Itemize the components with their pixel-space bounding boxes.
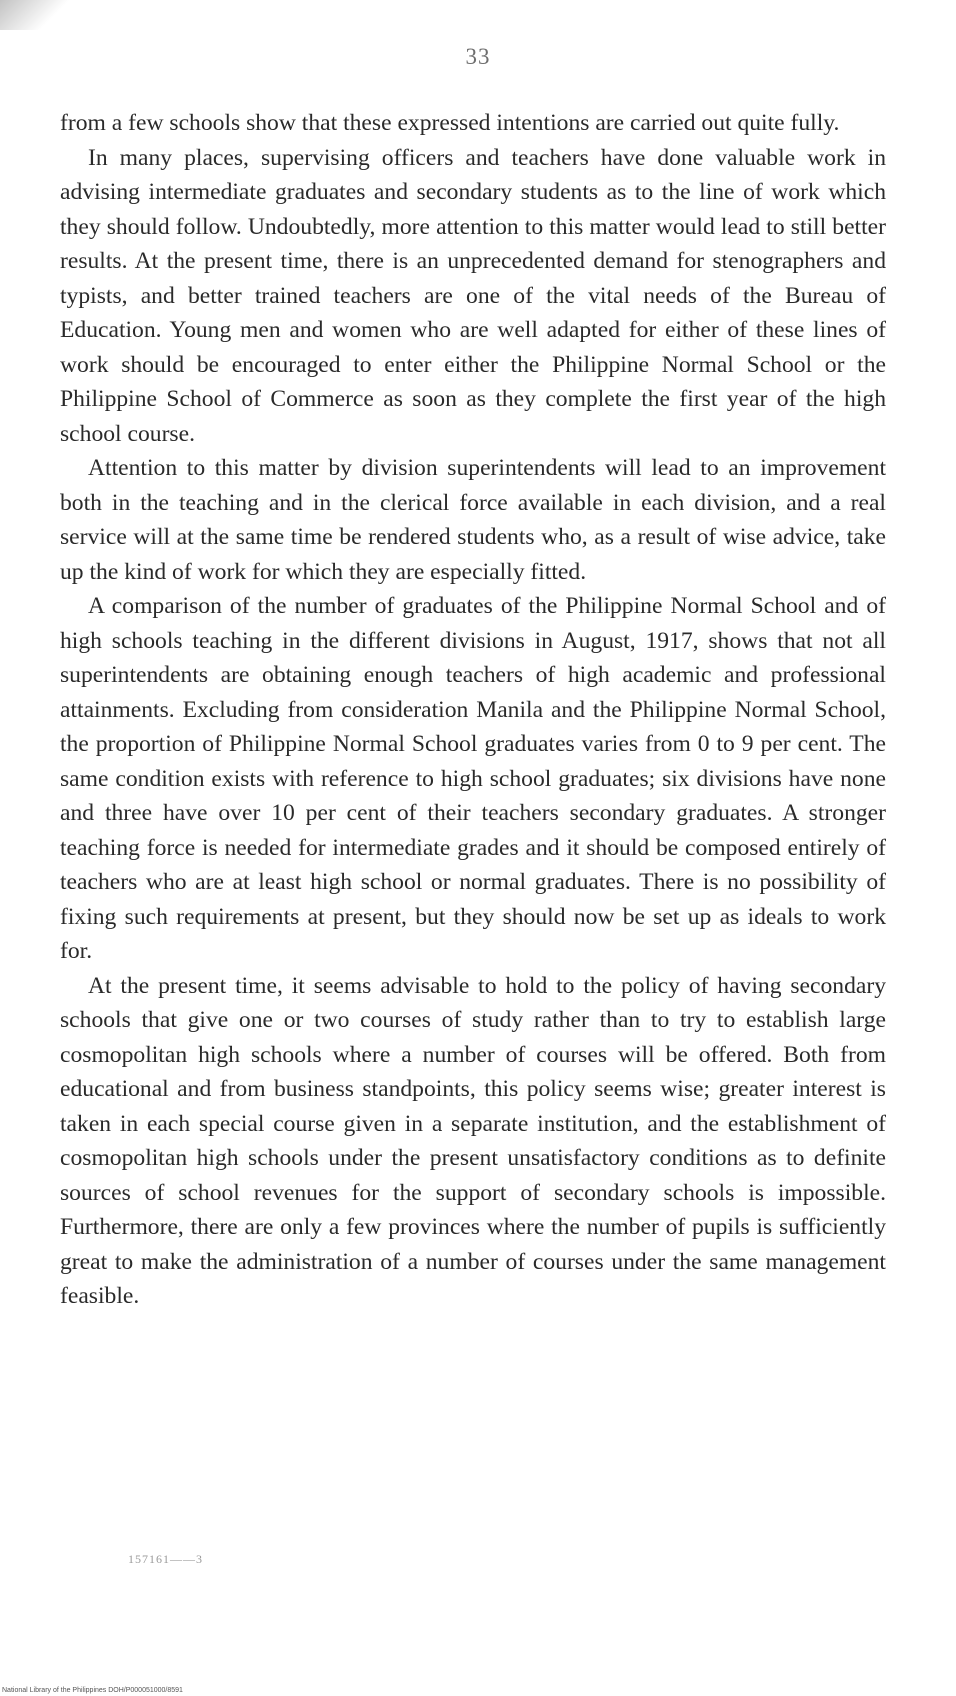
paragraph-secondary-school-policy: At the present time, it seems advisable to hold to the policy of having secondary schools that give one or two courses of study rather than to try to establish large cosmopolitan high schools where a number of courses will be offered. Both from educational and from business standpoints, this policy seems wise; greater interest is taken in each special course given in a separate institution, and the establishment of cosmopolitan high schools under the present unsatisfactory conditions as to definite sources of school revenues for the support of secondary schools is impossible. Furthermore, there are only a few provinces where the number of pupils is sufficiently great to make the administration of a number of courses under the same management feasible.: [60, 972, 886, 1309]
printer-signature-mark: 157161——3: [128, 1552, 203, 1566]
scan-corner-shadow: [0, 0, 70, 30]
footer-credit: National Library of the Philippines DOH/P000051000/8591: [2, 1687, 183, 1694]
page-number: 33: [465, 44, 491, 69]
paragraph-continuation: from a few schools show that these expressed intentions are carried out quite fully.: [60, 110, 840, 136]
paragraph-graduates-comparison: A comparison of the number of graduates of the Philippine Normal School and of high schools teaching in the different divisions in August, 1917, shows that not all superintendents are obtaining enough teachers of high academic and professional attainments. Excluding from consideration Manila and the Philippine Normal School, the proportion of Philippine Normal School graduates varies from 0 to 9 per cent. The same condition exists with reference to high school graduates; six divisions have none and three have over 10 per cent of their teachers secondary graduates. A stronger teaching force is needed for intermediate grades and it should be composed entirely of teachers who are at least high school or normal graduates. There is no possibility of fixing such requirements at present, but they should now be set up as ideals to work for.: [60, 593, 886, 964]
paragraph-advising-graduates: In many places, supervising officers and teachers have done valuable work in advising intermediate graduates and secondary students as to the line of work which they should follow. Undoubtedly, more attention to this matter would lead to still better results. At the present time, there is an unprecedented demand for stenographers and typists, and better trained teachers are one of the vital needs of the Bureau of Education. Young men and women who are well adapted for either of these lines of work should be encouraged to enter either the Philippine Normal School or the Philippine School of Commerce as soon as they complete the first year of the high school course.: [60, 144, 886, 447]
paragraph-superintendents-attention: Attention to this matter by division superintendents will lead to an improvement both in the teaching and in the clerical force available in each division, and a real service will at the same time be rendered students who, as a result of wise advice, take up the kind of work for which they are especially fitted.: [60, 455, 886, 585]
document-body: [60, 106, 886, 1314]
